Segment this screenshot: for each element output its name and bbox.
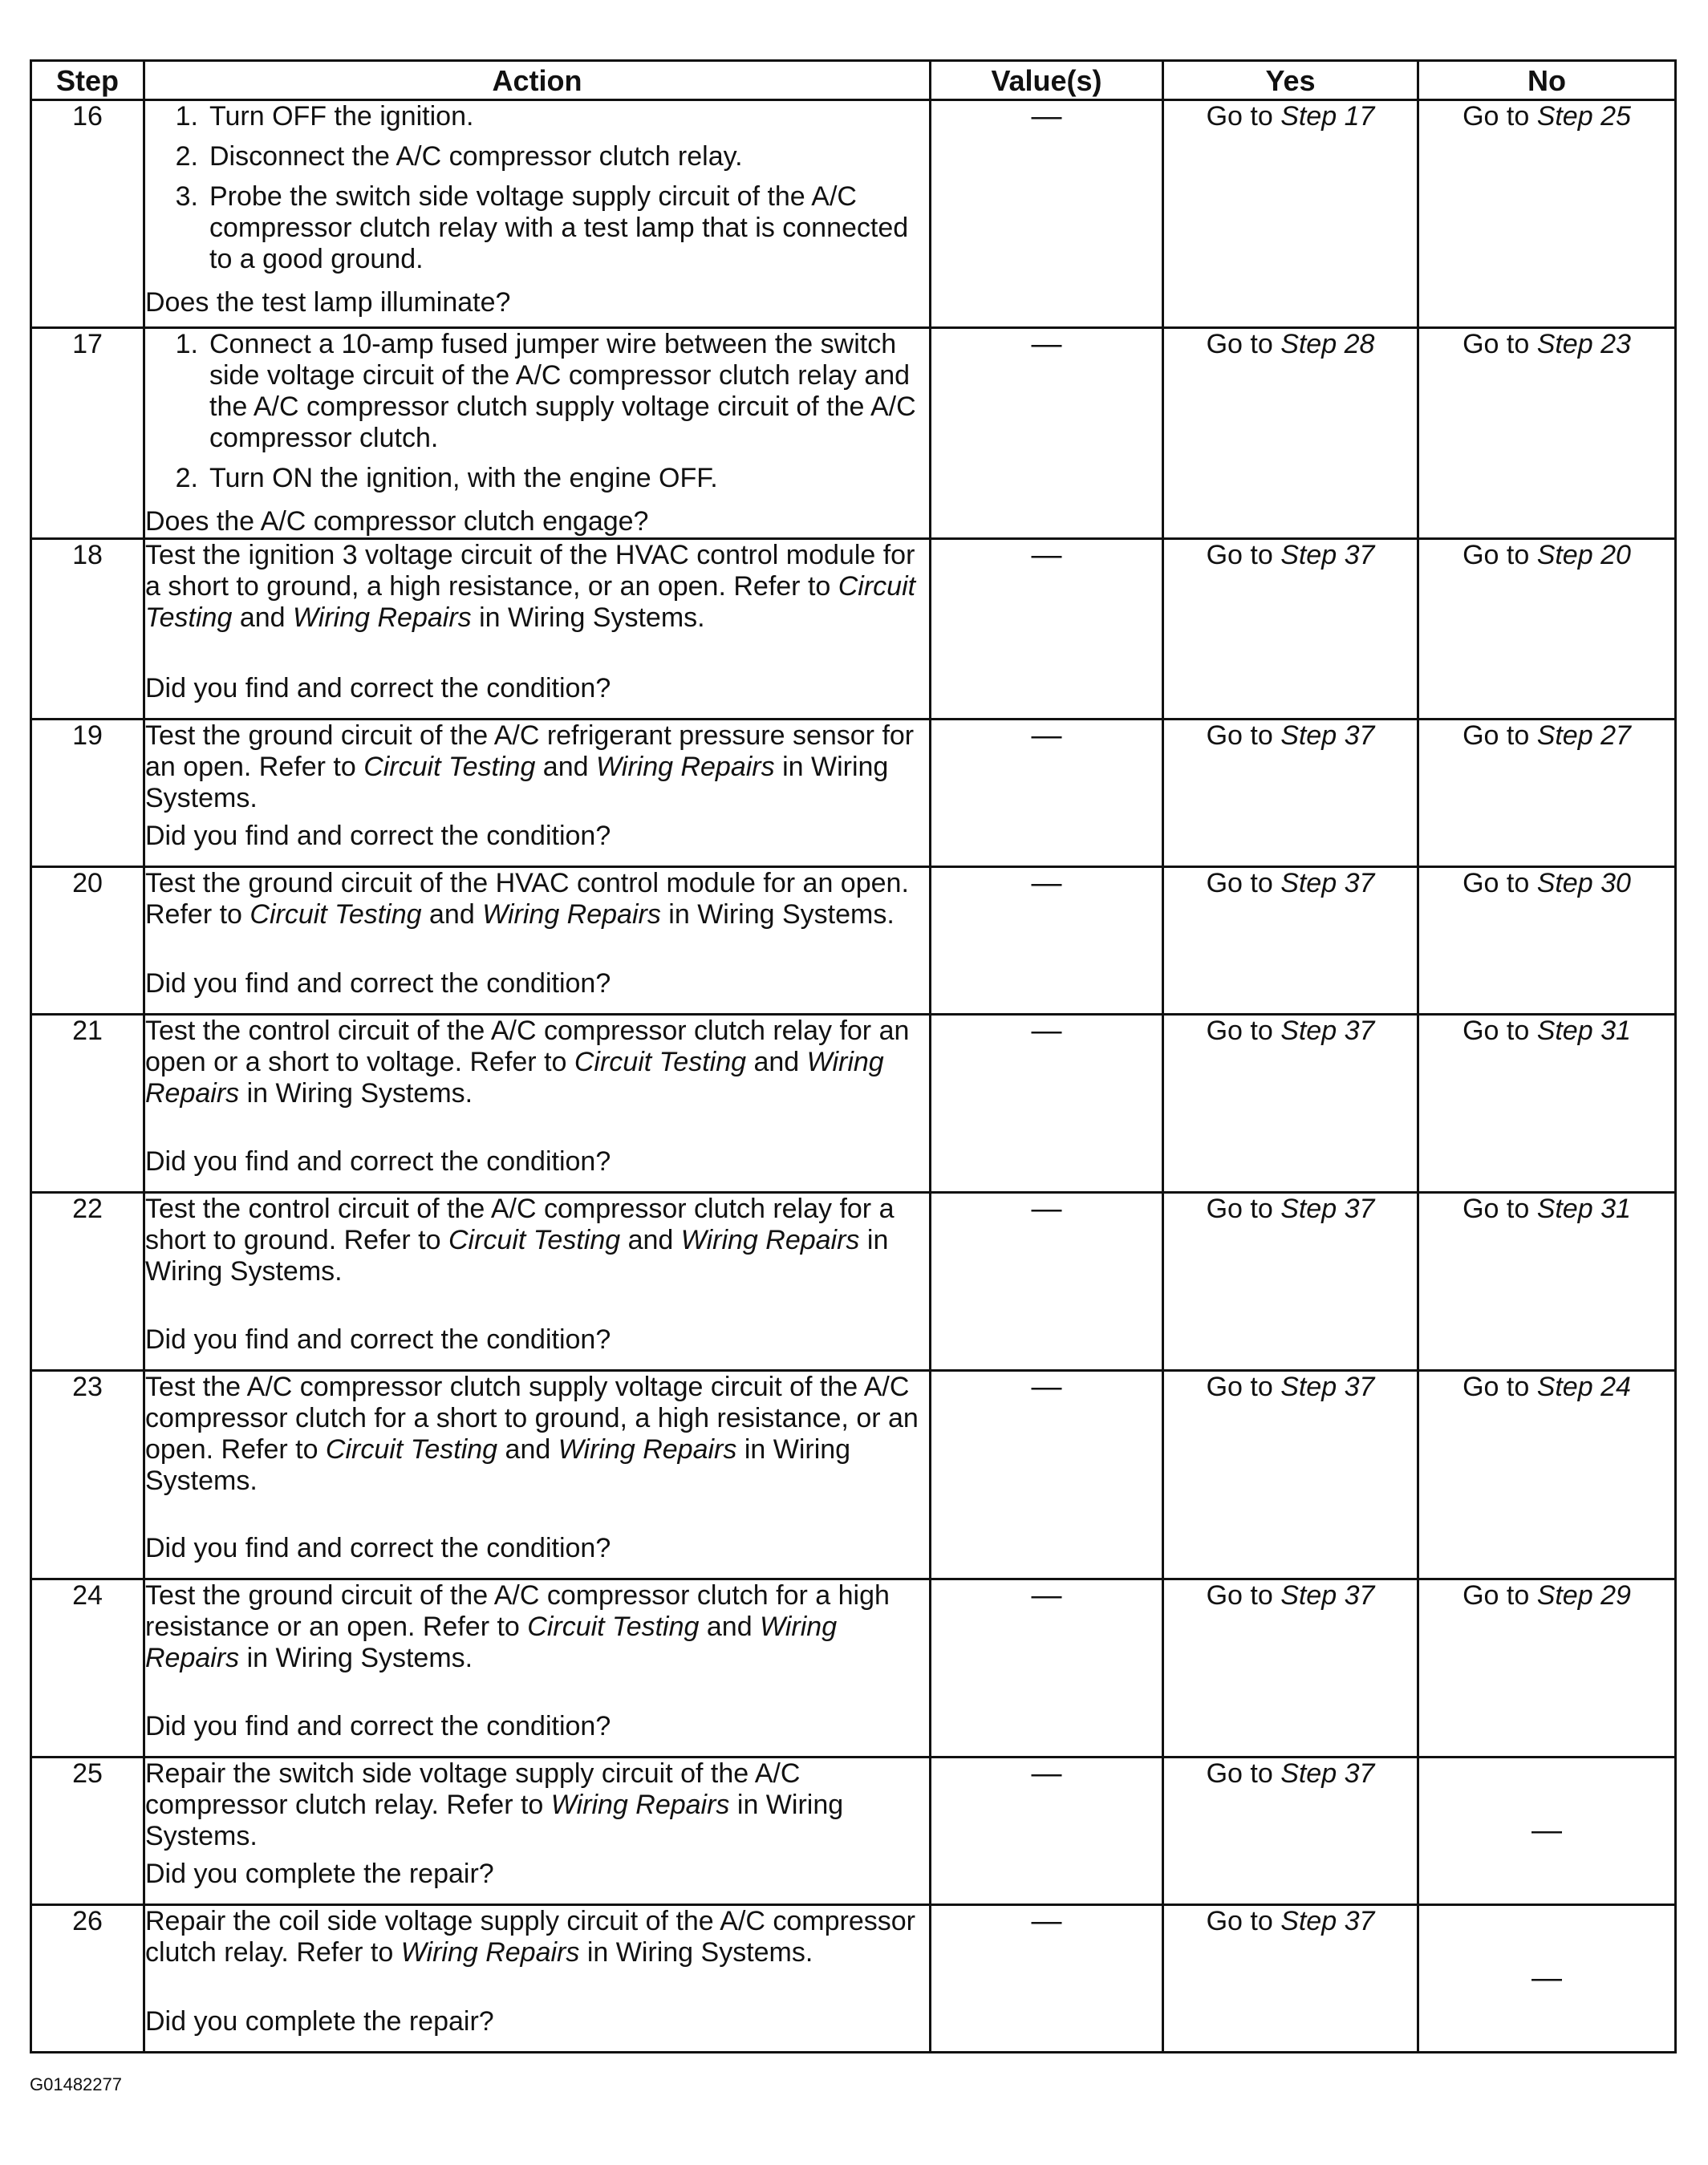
table-row: [31, 1193, 1676, 1371]
no-result-dash: —: [1418, 1758, 1676, 1905]
action-instruction: and: [497, 1434, 558, 1465]
goto-step: Step 17: [1280, 101, 1375, 132]
action-instruction: Test the ground circuit of the A/C refrigerant pressure sensor for an open. Refer to: [145, 720, 915, 782]
action-instruction: Test the ignition 3 voltage circuit of the HVAC control module for a short to ground, a high resistance, or an open. Refer to: [145, 540, 915, 602]
header-no: No: [1418, 61, 1676, 100]
no-goto: [1419, 1580, 1674, 1615]
goto-prefix: Go to: [1463, 1580, 1537, 1611]
goto-prefix: Go to: [1463, 1016, 1537, 1046]
yes-goto: [1164, 1372, 1417, 1406]
substep-number: 1.: [175, 329, 198, 359]
action-instruction: in Wiring Systems.: [660, 899, 895, 930]
goto-step: Step 30: [1536, 868, 1631, 898]
value-cell: —: [931, 1371, 1163, 1579]
substep-number: 3.: [175, 181, 198, 212]
table-row: [31, 539, 1676, 720]
no-result: [1418, 328, 1676, 539]
no-goto: [1419, 540, 1674, 574]
action-question: Did you find and correct the condition?: [145, 1146, 611, 1177]
action-instruction: Test the ground circuit of the A/C compressor clutch for a high resistance or an open. Refer to: [145, 1580, 890, 1642]
reference-link: Wiring Repairs: [680, 1225, 860, 1255]
goto-step: Step 31: [1536, 1016, 1631, 1046]
action-instruction: in Wiring Systems.: [239, 1078, 473, 1109]
yes-result: [1163, 1015, 1418, 1193]
goto-step: Step 37: [1280, 540, 1375, 570]
value-cell: —: [931, 1579, 1163, 1758]
goto-prefix: Go to: [1206, 1194, 1281, 1224]
table-row: [31, 720, 1676, 867]
yes-result: [1163, 1905, 1418, 2053]
yes-result: [1163, 1579, 1418, 1758]
step-number: 19: [31, 720, 144, 867]
step-number: 26: [31, 1905, 144, 2053]
goto-prefix: Go to: [1206, 1758, 1281, 1789]
step-number: 21: [31, 1015, 144, 1193]
goto-prefix: Go to: [1206, 1016, 1281, 1046]
table-header-row: [31, 61, 1676, 100]
yes-result: [1163, 539, 1418, 720]
goto-prefix: Go to: [1206, 540, 1281, 570]
yes-goto: [1164, 101, 1417, 136]
action-instruction: Repair the coil side voltage supply circuit of the A/C compressor clutch relay. Refer to: [145, 1906, 916, 1968]
action-question: Did you find and correct the condition?: [145, 1324, 611, 1355]
action-content: [145, 1758, 929, 1890]
substep-item: [145, 181, 929, 275]
action-content: [145, 1194, 929, 1356]
substep-list: [145, 101, 929, 275]
action-cell: [144, 1371, 931, 1579]
no-goto: [1419, 101, 1674, 136]
yes-result: [1163, 1371, 1418, 1579]
figure-id: G01482277: [30, 2074, 122, 2094]
goto-prefix: Go to: [1463, 720, 1537, 751]
action-cell: [144, 1758, 931, 1905]
action-instruction: Test the control circuit of the A/C compressor clutch relay for an open or a short to voltage. Refer to: [145, 1016, 910, 1077]
substep-text: Disconnect the A/C compressor clutch relay.: [209, 141, 743, 172]
header-action: Action: [144, 61, 931, 100]
reference-link: Circuit Testing: [448, 1225, 621, 1255]
action-instruction: and: [421, 899, 483, 930]
reference-link: Wiring Repairs: [550, 1790, 730, 1820]
reference-link: Wiring Repairs: [400, 1937, 580, 1968]
goto-step: Step 29: [1536, 1580, 1631, 1611]
yes-goto: [1164, 540, 1417, 574]
value-cell: —: [931, 328, 1163, 539]
no-result: [1418, 1579, 1676, 1758]
step-number: 20: [31, 867, 144, 1015]
action-instruction: Repair the switch side voltage supply circuit of the A/C compressor clutch relay. Refer to: [145, 1758, 801, 1820]
substep-text: Turn ON the ignition, with the engine OFF.: [209, 463, 718, 493]
reference-link: Wiring Repairs: [558, 1434, 737, 1465]
reference-link: Circuit Testing: [325, 1434, 498, 1465]
step-number: 17: [31, 328, 144, 539]
reference-link: Circuit Testing: [527, 1612, 700, 1642]
action-content: [145, 540, 929, 704]
action-content: [145, 868, 929, 999]
goto-step: Step 37: [1280, 1758, 1375, 1789]
table-row: [31, 1758, 1676, 1905]
no-goto: [1419, 329, 1674, 363]
goto-step: Step 37: [1280, 720, 1375, 751]
goto-step: Step 24: [1536, 1372, 1631, 1402]
step-number: 25: [31, 1758, 144, 1905]
goto-prefix: Go to: [1463, 101, 1537, 132]
table-row: [31, 1579, 1676, 1758]
goto-step: Step 27: [1536, 720, 1631, 751]
diagnostic-table: [30, 59, 1677, 2054]
no-result: [1418, 100, 1676, 328]
action-instruction: Test the ground circuit of the HVAC control module for an open. Refer to: [145, 868, 909, 930]
action-instruction: in Wiring Systems.: [239, 1643, 473, 1673]
step-number: 22: [31, 1193, 144, 1371]
action-instruction: in Wiring Systems.: [579, 1937, 813, 1968]
action-instruction: and: [535, 752, 596, 782]
goto-prefix: Go to: [1206, 329, 1281, 359]
value-cell: —: [931, 1905, 1163, 2053]
goto-prefix: Go to: [1206, 1372, 1281, 1402]
reference-link: Wiring Repairs: [145, 1612, 838, 1673]
value-cell: —: [931, 1193, 1163, 1371]
action-text: [145, 1906, 929, 1968]
value-cell: —: [931, 1015, 1163, 1193]
step-number: 24: [31, 1579, 144, 1758]
reference-link: Circuit Testing: [250, 899, 422, 930]
goto-prefix: Go to: [1206, 720, 1281, 751]
value-cell: —: [931, 1758, 1163, 1905]
action-instruction: and: [232, 602, 293, 633]
reference-link: Circuit Testing: [574, 1047, 747, 1077]
substep-number: 2.: [175, 463, 198, 493]
goto-step: Step 28: [1280, 329, 1375, 359]
goto-step: Step 37: [1280, 1906, 1375, 1936]
reference-link: Wiring Repairs: [595, 752, 775, 782]
action-text: [145, 720, 929, 814]
yes-goto: [1164, 868, 1417, 902]
reference-link: Wiring Repairs: [145, 1047, 884, 1109]
no-goto: [1419, 868, 1674, 902]
yes-goto: [1164, 720, 1417, 755]
yes-goto: [1164, 329, 1417, 363]
action-text: [145, 101, 929, 284]
goto-prefix: Go to: [1463, 1194, 1537, 1224]
header-step: Step: [31, 61, 144, 100]
value-cell: —: [931, 720, 1163, 867]
action-text: [145, 1372, 929, 1497]
table-row: [31, 1371, 1676, 1579]
reference-link: Circuit Testing: [363, 752, 536, 782]
yes-goto: [1164, 1194, 1417, 1228]
substep-number: 2.: [175, 141, 198, 172]
action-content: [145, 1580, 929, 1742]
action-question: Did you find and correct the condition?: [145, 821, 611, 851]
no-goto: [1419, 1194, 1674, 1228]
goto-prefix: Go to: [1206, 1906, 1281, 1936]
action-question: Did you complete the repair?: [145, 1859, 494, 1889]
header-values: Value(s): [931, 61, 1163, 100]
substep-item: [145, 463, 929, 494]
substep-list: [145, 329, 929, 494]
action-content: [145, 329, 929, 537]
action-question: Did you find and correct the condition?: [145, 1533, 611, 1563]
no-result: [1418, 1015, 1676, 1193]
table-row: [31, 867, 1676, 1015]
substep-item: [145, 141, 929, 172]
goto-step: Step 23: [1536, 329, 1631, 359]
reference-link: Circuit Testing: [145, 571, 916, 633]
table-body: [31, 100, 1676, 2053]
goto-prefix: Go to: [1206, 1580, 1281, 1611]
reference-link: Wiring Repairs: [293, 602, 472, 633]
step-number: 18: [31, 539, 144, 720]
action-text: [145, 1580, 929, 1674]
action-content: [145, 720, 929, 852]
action-cell: [144, 720, 931, 867]
step-number: 23: [31, 1371, 144, 1579]
action-text: [145, 1758, 929, 1852]
goto-prefix: Go to: [1463, 540, 1537, 570]
action-cell: [144, 100, 931, 328]
action-instruction: in Wiring Systems.: [145, 752, 889, 813]
action-content: [145, 1372, 929, 1564]
goto-prefix: Go to: [1206, 868, 1281, 898]
goto-prefix: Go to: [1463, 868, 1537, 898]
substep-item: [145, 329, 929, 454]
goto-step: Step 37: [1280, 1194, 1375, 1224]
goto-step: Step 31: [1536, 1194, 1631, 1224]
value-cell: —: [931, 100, 1163, 328]
action-instruction: in Wiring Systems.: [145, 1434, 851, 1496]
action-instruction: and: [746, 1047, 807, 1077]
substep-item: [145, 101, 929, 132]
action-cell: [144, 1905, 931, 2053]
no-goto: [1419, 1372, 1674, 1406]
value-cell: —: [931, 867, 1163, 1015]
action-question: Does the A/C compressor clutch engage?: [145, 506, 649, 537]
action-cell: [144, 1015, 931, 1193]
action-instruction: Test the control circuit of the A/C compressor clutch relay for a short to ground. Refer to: [145, 1194, 895, 1255]
no-goto: [1419, 720, 1674, 755]
action-cell: [144, 1193, 931, 1371]
action-instruction: in Wiring Systems.: [145, 1790, 844, 1851]
yes-goto: [1164, 1758, 1417, 1793]
yes-result: [1163, 100, 1418, 328]
value-cell: —: [931, 539, 1163, 720]
yes-result: [1163, 720, 1418, 867]
goto-step: Step 37: [1280, 1016, 1375, 1046]
action-question: Did you find and correct the condition?: [145, 968, 611, 999]
substep-number: 1.: [175, 101, 198, 132]
no-goto: [1419, 1016, 1674, 1050]
no-result: [1418, 539, 1676, 720]
no-result-dash: —: [1418, 1905, 1676, 2053]
yes-result: [1163, 1193, 1418, 1371]
action-text: [145, 540, 929, 634]
yes-result: [1163, 328, 1418, 539]
action-question: Did you find and correct the condition?: [145, 1711, 611, 1741]
goto-step: Step 20: [1536, 540, 1631, 570]
no-result: [1418, 867, 1676, 1015]
goto-prefix: Go to: [1206, 101, 1281, 132]
no-result: [1418, 1193, 1676, 1371]
goto-step: Step 37: [1280, 1580, 1375, 1611]
table-row: [31, 328, 1676, 539]
action-content: [145, 101, 929, 318]
action-text: [145, 1194, 929, 1287]
table-row: [31, 100, 1676, 328]
substep-text: Probe the switch side voltage supply circuit of the A/C compressor clutch relay with a test lamp that is connected to a good ground.: [209, 181, 909, 274]
yes-goto: [1164, 1906, 1417, 1940]
action-text: [145, 329, 929, 503]
header-yes: Yes: [1163, 61, 1418, 100]
action-instruction: in Wiring Systems.: [471, 602, 705, 633]
action-question: Did you complete the repair?: [145, 2006, 494, 2037]
action-question: Did you find and correct the condition?: [145, 673, 611, 703]
yes-result: [1163, 1758, 1418, 1905]
goto-step: Step 37: [1280, 1372, 1375, 1402]
goto-prefix: Go to: [1463, 329, 1537, 359]
action-text: [145, 868, 929, 930]
action-text: [145, 1016, 929, 1109]
action-cell: [144, 539, 931, 720]
reference-link: Wiring Repairs: [482, 899, 661, 930]
action-cell: [144, 328, 931, 539]
no-result: [1418, 720, 1676, 867]
action-content: [145, 1016, 929, 1178]
action-instruction: in Wiring Systems.: [145, 1225, 889, 1287]
action-cell: [144, 1579, 931, 1758]
table-row: [31, 1905, 1676, 2053]
goto-step: Step 25: [1536, 101, 1631, 132]
no-result: [1418, 1371, 1676, 1579]
goto-prefix: Go to: [1463, 1372, 1537, 1402]
action-cell: [144, 867, 931, 1015]
goto-step: Step 37: [1280, 868, 1375, 898]
substep-text: Connect a 10-amp fused jumper wire between the switch side voltage circuit of the A/C compressor clutch relay and the A/C compressor clutch supply voltage circuit of the A/C compressor clutch.: [209, 329, 916, 453]
action-instruction: and: [620, 1225, 681, 1255]
action-instruction: and: [699, 1612, 761, 1642]
table-row: [31, 1015, 1676, 1193]
yes-goto: [1164, 1580, 1417, 1615]
action-content: [145, 1906, 929, 2037]
action-instruction: Test the A/C compressor clutch supply voltage circuit of the A/C compressor clutch for a short to ground, a high resistance, or an open. Refer to: [145, 1372, 919, 1465]
yes-result: [1163, 867, 1418, 1015]
action-question: Does the test lamp illuminate?: [145, 287, 511, 318]
step-number: 16: [31, 100, 144, 328]
substep-text: Turn OFF the ignition.: [209, 101, 474, 132]
yes-goto: [1164, 1016, 1417, 1050]
